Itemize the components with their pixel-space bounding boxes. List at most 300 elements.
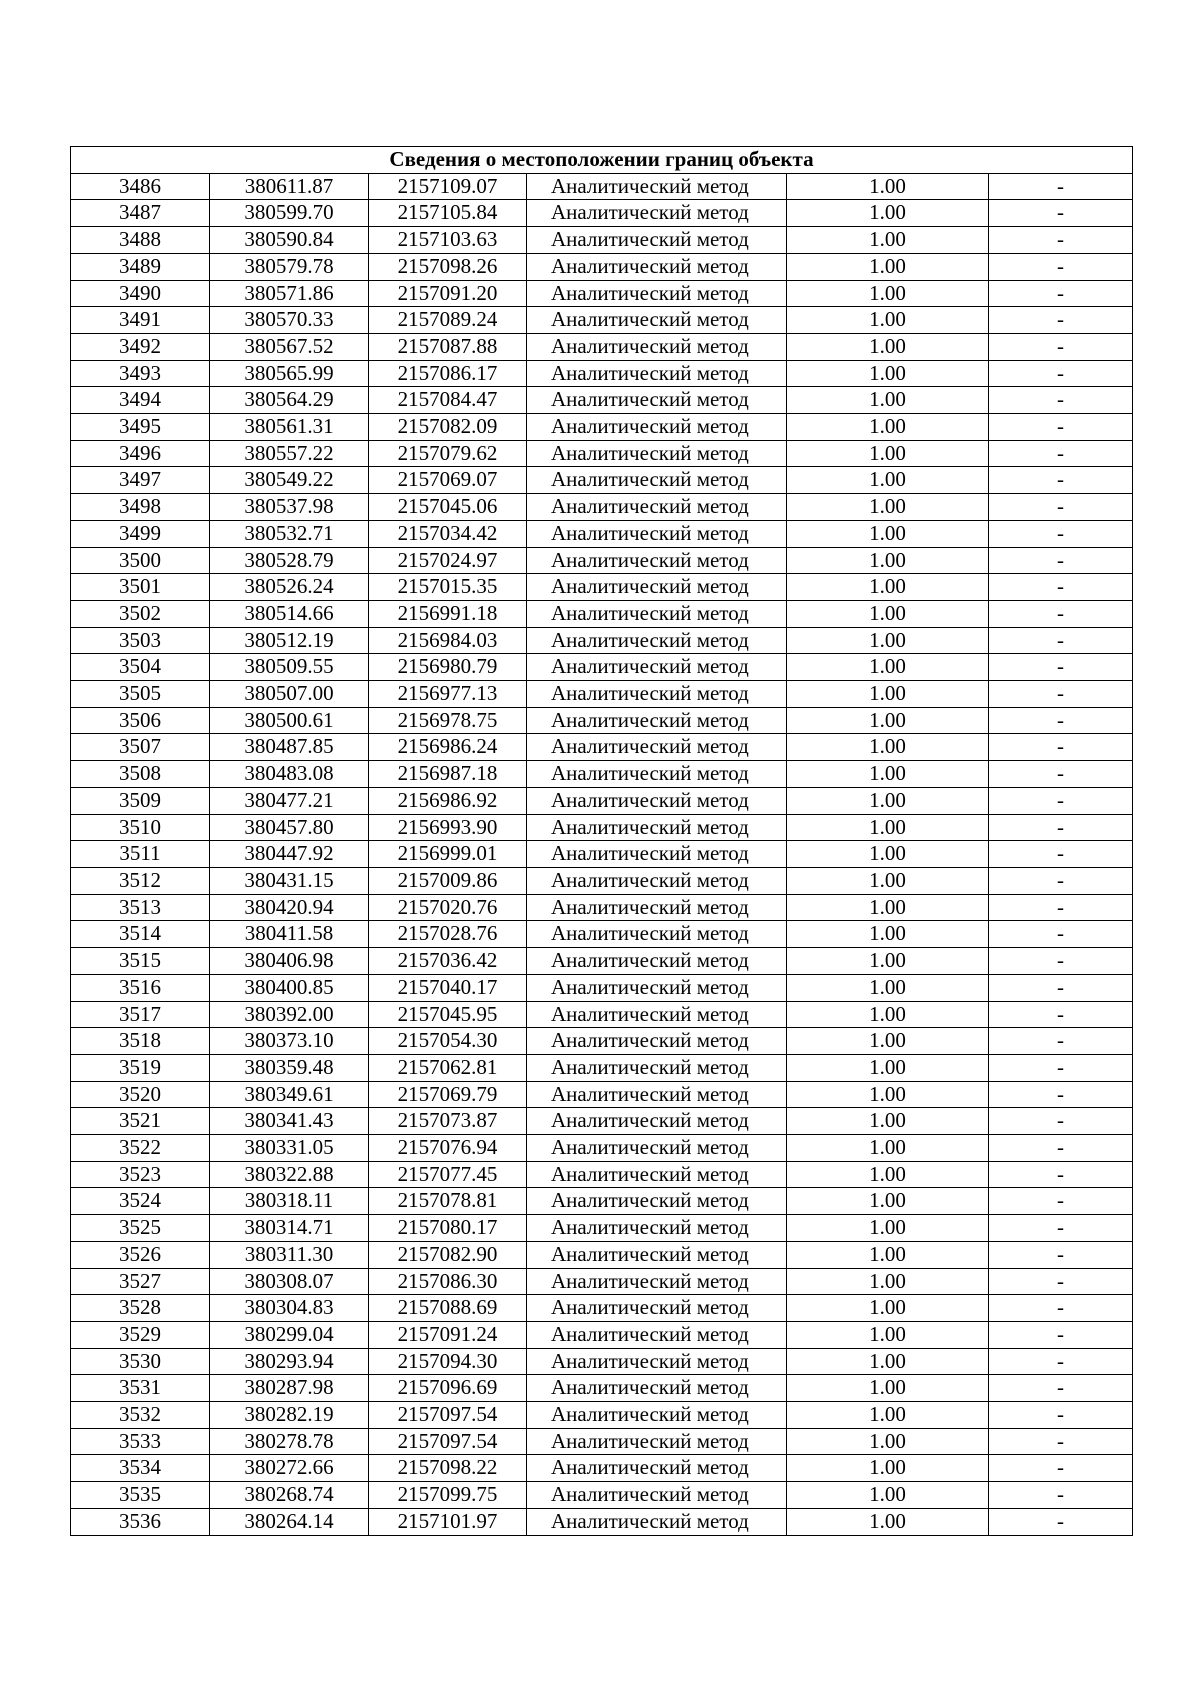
y-coordinate-cell: 2157096.69 — [369, 1375, 527, 1402]
description-cell: - — [989, 1375, 1133, 1402]
method-cell: Аналитический метод — [527, 440, 787, 467]
x-coordinate-cell: 380500.61 — [210, 707, 369, 734]
x-coordinate-cell: 380278.78 — [210, 1428, 369, 1455]
x-coordinate-cell: 380570.33 — [210, 307, 369, 334]
table-row — [71, 1375, 1133, 1402]
y-coordinate-cell: 2157054.30 — [369, 1028, 527, 1055]
table-row — [71, 1402, 1133, 1429]
y-coordinate-cell: 2157098.26 — [369, 253, 527, 280]
accuracy-cell: 1.00 — [787, 387, 989, 414]
y-coordinate-cell: 2157091.20 — [369, 280, 527, 307]
accuracy-cell: 1.00 — [787, 1028, 989, 1055]
method-cell: Аналитический метод — [527, 761, 787, 788]
accuracy-cell: 1.00 — [787, 1188, 989, 1215]
table-row — [71, 1108, 1133, 1135]
method-cell: Аналитический метод — [527, 494, 787, 521]
point-number-cell: 3507 — [71, 734, 210, 761]
table-row — [71, 921, 1133, 948]
table-row — [71, 280, 1133, 307]
x-coordinate-cell: 380549.22 — [210, 467, 369, 494]
method-cell: Аналитический метод — [527, 707, 787, 734]
method-cell: Аналитический метод — [527, 814, 787, 841]
point-number-cell: 3486 — [71, 173, 210, 200]
point-number-cell: 3498 — [71, 494, 210, 521]
point-number-cell: 3520 — [71, 1081, 210, 1108]
accuracy-cell: 1.00 — [787, 1081, 989, 1108]
table-row — [71, 1295, 1133, 1322]
accuracy-cell: 1.00 — [787, 600, 989, 627]
y-coordinate-cell: 2157086.17 — [369, 360, 527, 387]
table-row — [71, 787, 1133, 814]
description-cell: - — [989, 1508, 1133, 1535]
y-coordinate-cell: 2157020.76 — [369, 894, 527, 921]
description-cell: - — [989, 307, 1133, 334]
table-row — [71, 1268, 1133, 1295]
accuracy-cell: 1.00 — [787, 200, 989, 227]
accuracy-cell: 1.00 — [787, 1455, 989, 1482]
description-cell: - — [989, 654, 1133, 681]
description-cell: - — [989, 761, 1133, 788]
description-cell: - — [989, 1455, 1133, 1482]
y-coordinate-cell: 2157062.81 — [369, 1054, 527, 1081]
point-number-cell: 3533 — [71, 1428, 210, 1455]
x-coordinate-cell: 380537.98 — [210, 494, 369, 521]
table-row — [71, 867, 1133, 894]
x-coordinate-cell: 380392.00 — [210, 1001, 369, 1028]
table-row — [71, 974, 1133, 1001]
y-coordinate-cell: 2156984.03 — [369, 627, 527, 654]
accuracy-cell: 1.00 — [787, 547, 989, 574]
table-row — [71, 1241, 1133, 1268]
y-coordinate-cell: 2157079.62 — [369, 440, 527, 467]
table-row — [71, 1161, 1133, 1188]
point-number-cell: 3529 — [71, 1321, 210, 1348]
method-cell: Аналитический метод — [527, 520, 787, 547]
y-coordinate-cell: 2157097.54 — [369, 1428, 527, 1455]
y-coordinate-cell: 2156993.90 — [369, 814, 527, 841]
y-coordinate-cell: 2157076.94 — [369, 1135, 527, 1162]
accuracy-cell: 1.00 — [787, 1482, 989, 1509]
point-number-cell: 3534 — [71, 1455, 210, 1482]
point-number-cell: 3532 — [71, 1402, 210, 1429]
method-cell: Аналитический метод — [527, 894, 787, 921]
accuracy-cell: 1.00 — [787, 1428, 989, 1455]
x-coordinate-cell: 380373.10 — [210, 1028, 369, 1055]
accuracy-cell: 1.00 — [787, 173, 989, 200]
method-cell: Аналитический метод — [527, 1508, 787, 1535]
point-number-cell: 3517 — [71, 1001, 210, 1028]
description-cell: - — [989, 841, 1133, 868]
accuracy-cell: 1.00 — [787, 333, 989, 360]
point-number-cell: 3531 — [71, 1375, 210, 1402]
method-cell: Аналитический метод — [527, 1428, 787, 1455]
y-coordinate-cell: 2157087.88 — [369, 333, 527, 360]
accuracy-cell: 1.00 — [787, 707, 989, 734]
point-number-cell: 3504 — [71, 654, 210, 681]
table-row — [71, 253, 1133, 280]
accuracy-cell: 1.00 — [787, 227, 989, 254]
table-row — [71, 387, 1133, 414]
table-row — [71, 761, 1133, 788]
method-cell: Аналитический метод — [527, 333, 787, 360]
table-row — [71, 520, 1133, 547]
description-cell: - — [989, 1215, 1133, 1242]
table-row — [71, 734, 1133, 761]
method-cell: Аналитический метод — [527, 574, 787, 601]
point-number-cell: 3535 — [71, 1482, 210, 1509]
method-cell: Аналитический метод — [527, 600, 787, 627]
accuracy-cell: 1.00 — [787, 280, 989, 307]
point-number-cell: 3511 — [71, 841, 210, 868]
accuracy-cell: 1.00 — [787, 867, 989, 894]
point-number-cell: 3527 — [71, 1268, 210, 1295]
y-coordinate-cell: 2157045.06 — [369, 494, 527, 521]
x-coordinate-cell: 380304.83 — [210, 1295, 369, 1322]
accuracy-cell: 1.00 — [787, 1268, 989, 1295]
table-row — [71, 307, 1133, 334]
table-row — [71, 1054, 1133, 1081]
method-cell: Аналитический метод — [527, 280, 787, 307]
description-cell: - — [989, 734, 1133, 761]
method-cell: Аналитический метод — [527, 1108, 787, 1135]
description-cell: - — [989, 921, 1133, 948]
point-number-cell: 3508 — [71, 761, 210, 788]
accuracy-cell: 1.00 — [787, 253, 989, 280]
y-coordinate-cell: 2157073.87 — [369, 1108, 527, 1135]
y-coordinate-cell: 2157015.35 — [369, 574, 527, 601]
table-row — [71, 1508, 1133, 1535]
y-coordinate-cell: 2157034.42 — [369, 520, 527, 547]
x-coordinate-cell: 380509.55 — [210, 654, 369, 681]
accuracy-cell: 1.00 — [787, 1508, 989, 1535]
table-row — [71, 547, 1133, 574]
method-cell: Аналитический метод — [527, 1268, 787, 1295]
accuracy-cell: 1.00 — [787, 841, 989, 868]
table-row — [71, 1321, 1133, 1348]
table-row — [71, 707, 1133, 734]
y-coordinate-cell: 2156986.92 — [369, 787, 527, 814]
y-coordinate-cell: 2157091.24 — [369, 1321, 527, 1348]
description-cell: - — [989, 1188, 1133, 1215]
table-row — [71, 333, 1133, 360]
point-number-cell: 3494 — [71, 387, 210, 414]
point-number-cell: 3510 — [71, 814, 210, 841]
accuracy-cell: 1.00 — [787, 1348, 989, 1375]
accuracy-cell: 1.00 — [787, 1054, 989, 1081]
accuracy-cell: 1.00 — [787, 921, 989, 948]
accuracy-cell: 1.00 — [787, 787, 989, 814]
description-cell: - — [989, 494, 1133, 521]
x-coordinate-cell: 380579.78 — [210, 253, 369, 280]
method-cell: Аналитический метод — [527, 1375, 787, 1402]
accuracy-cell: 1.00 — [787, 1108, 989, 1135]
table-row — [71, 467, 1133, 494]
point-number-cell: 3526 — [71, 1241, 210, 1268]
description-cell: - — [989, 387, 1133, 414]
table-row — [71, 440, 1133, 467]
table-row — [71, 814, 1133, 841]
point-number-cell: 3509 — [71, 787, 210, 814]
description-cell: - — [989, 974, 1133, 1001]
table-row — [71, 200, 1133, 227]
method-cell: Аналитический метод — [527, 948, 787, 975]
method-cell: Аналитический метод — [527, 1295, 787, 1322]
y-coordinate-cell: 2156987.18 — [369, 761, 527, 788]
method-cell: Аналитический метод — [527, 627, 787, 654]
x-coordinate-cell: 380349.61 — [210, 1081, 369, 1108]
table-row — [71, 948, 1133, 975]
method-cell: Аналитический метод — [527, 1188, 787, 1215]
point-number-cell: 3514 — [71, 921, 210, 948]
accuracy-cell: 1.00 — [787, 467, 989, 494]
point-number-cell: 3489 — [71, 253, 210, 280]
point-number-cell: 3524 — [71, 1188, 210, 1215]
method-cell: Аналитический метод — [527, 734, 787, 761]
description-cell: - — [989, 467, 1133, 494]
description-cell: - — [989, 1161, 1133, 1188]
x-coordinate-cell: 380487.85 — [210, 734, 369, 761]
point-number-cell: 3521 — [71, 1108, 210, 1135]
description-cell: - — [989, 1402, 1133, 1429]
y-coordinate-cell: 2157082.09 — [369, 414, 527, 441]
table-row — [71, 654, 1133, 681]
point-number-cell: 3515 — [71, 948, 210, 975]
x-coordinate-cell: 380483.08 — [210, 761, 369, 788]
method-cell: Аналитический метод — [527, 867, 787, 894]
description-cell: - — [989, 1028, 1133, 1055]
y-coordinate-cell: 2157028.76 — [369, 921, 527, 948]
description-cell: - — [989, 627, 1133, 654]
method-cell: Аналитический метод — [527, 1054, 787, 1081]
method-cell: Аналитический метод — [527, 200, 787, 227]
y-coordinate-cell: 2157036.42 — [369, 948, 527, 975]
x-coordinate-cell: 380272.66 — [210, 1455, 369, 1482]
description-cell: - — [989, 1241, 1133, 1268]
method-cell: Аналитический метод — [527, 1001, 787, 1028]
table-row — [71, 1428, 1133, 1455]
method-cell: Аналитический метод — [527, 360, 787, 387]
y-coordinate-cell: 2157040.17 — [369, 974, 527, 1001]
method-cell: Аналитический метод — [527, 467, 787, 494]
x-coordinate-cell: 380561.31 — [210, 414, 369, 441]
description-cell: - — [989, 1428, 1133, 1455]
description-cell: - — [989, 1135, 1133, 1162]
table-title-row — [71, 147, 1133, 174]
point-number-cell: 3502 — [71, 600, 210, 627]
point-number-cell: 3490 — [71, 280, 210, 307]
description-cell: - — [989, 227, 1133, 254]
boundary-coordinates-table — [70, 146, 1133, 1536]
method-cell: Аналитический метод — [527, 1482, 787, 1509]
x-coordinate-cell: 380507.00 — [210, 681, 369, 708]
point-number-cell: 3497 — [71, 467, 210, 494]
x-coordinate-cell: 380565.99 — [210, 360, 369, 387]
table-row — [71, 681, 1133, 708]
y-coordinate-cell: 2156980.79 — [369, 654, 527, 681]
description-cell: - — [989, 1348, 1133, 1375]
point-number-cell: 3516 — [71, 974, 210, 1001]
point-number-cell: 3512 — [71, 867, 210, 894]
method-cell: Аналитический метод — [527, 921, 787, 948]
method-cell: Аналитический метод — [527, 227, 787, 254]
table-title: Сведения о местоположении границ объекта — [71, 147, 1133, 174]
table-row — [71, 574, 1133, 601]
x-coordinate-cell: 380311.30 — [210, 1241, 369, 1268]
table-row — [71, 1455, 1133, 1482]
point-number-cell: 3487 — [71, 200, 210, 227]
x-coordinate-cell: 380314.71 — [210, 1215, 369, 1242]
accuracy-cell: 1.00 — [787, 1295, 989, 1322]
x-coordinate-cell: 380477.21 — [210, 787, 369, 814]
method-cell: Аналитический метод — [527, 387, 787, 414]
table-row — [71, 414, 1133, 441]
description-cell: - — [989, 280, 1133, 307]
y-coordinate-cell: 2157089.24 — [369, 307, 527, 334]
y-coordinate-cell: 2157045.95 — [369, 1001, 527, 1028]
point-number-cell: 3493 — [71, 360, 210, 387]
x-coordinate-cell: 380268.74 — [210, 1482, 369, 1509]
description-cell: - — [989, 1482, 1133, 1509]
method-cell: Аналитический метод — [527, 1321, 787, 1348]
method-cell: Аналитический метод — [527, 841, 787, 868]
y-coordinate-cell: 2157078.81 — [369, 1188, 527, 1215]
x-coordinate-cell: 380512.19 — [210, 627, 369, 654]
y-coordinate-cell: 2156986.24 — [369, 734, 527, 761]
x-coordinate-cell: 380431.15 — [210, 867, 369, 894]
method-cell: Аналитический метод — [527, 1348, 787, 1375]
table-row — [71, 600, 1133, 627]
description-cell: - — [989, 1108, 1133, 1135]
description-cell: - — [989, 547, 1133, 574]
accuracy-cell: 1.00 — [787, 1321, 989, 1348]
point-number-cell: 3522 — [71, 1135, 210, 1162]
description-cell: - — [989, 253, 1133, 280]
y-coordinate-cell: 2157088.69 — [369, 1295, 527, 1322]
description-cell: - — [989, 440, 1133, 467]
description-cell: - — [989, 360, 1133, 387]
y-coordinate-cell: 2157099.75 — [369, 1482, 527, 1509]
description-cell: - — [989, 1268, 1133, 1295]
method-cell: Аналитический метод — [527, 1215, 787, 1242]
x-coordinate-cell: 380420.94 — [210, 894, 369, 921]
point-number-cell: 3499 — [71, 520, 210, 547]
description-cell: - — [989, 707, 1133, 734]
table-row — [71, 494, 1133, 521]
point-number-cell: 3491 — [71, 307, 210, 334]
point-number-cell: 3536 — [71, 1508, 210, 1535]
y-coordinate-cell: 2157069.07 — [369, 467, 527, 494]
accuracy-cell: 1.00 — [787, 440, 989, 467]
method-cell: Аналитический метод — [527, 787, 787, 814]
table-row — [71, 1348, 1133, 1375]
accuracy-cell: 1.00 — [787, 948, 989, 975]
method-cell: Аналитический метод — [527, 1028, 787, 1055]
point-number-cell: 3513 — [71, 894, 210, 921]
method-cell: Аналитический метод — [527, 654, 787, 681]
method-cell: Аналитический метод — [527, 1161, 787, 1188]
method-cell: Аналитический метод — [527, 307, 787, 334]
point-number-cell: 3495 — [71, 414, 210, 441]
accuracy-cell: 1.00 — [787, 627, 989, 654]
accuracy-cell: 1.00 — [787, 654, 989, 681]
description-cell: - — [989, 1054, 1133, 1081]
accuracy-cell: 1.00 — [787, 734, 989, 761]
x-coordinate-cell: 380318.11 — [210, 1188, 369, 1215]
description-cell: - — [989, 600, 1133, 627]
x-coordinate-cell: 380564.29 — [210, 387, 369, 414]
x-coordinate-cell: 380282.19 — [210, 1402, 369, 1429]
table-row — [71, 841, 1133, 868]
description-cell: - — [989, 948, 1133, 975]
x-coordinate-cell: 380514.66 — [210, 600, 369, 627]
point-number-cell: 3519 — [71, 1054, 210, 1081]
description-cell: - — [989, 681, 1133, 708]
accuracy-cell: 1.00 — [787, 761, 989, 788]
x-coordinate-cell: 380406.98 — [210, 948, 369, 975]
x-coordinate-cell: 380528.79 — [210, 547, 369, 574]
x-coordinate-cell: 380571.86 — [210, 280, 369, 307]
x-coordinate-cell: 380322.88 — [210, 1161, 369, 1188]
description-cell: - — [989, 1001, 1133, 1028]
x-coordinate-cell: 380567.52 — [210, 333, 369, 360]
y-coordinate-cell: 2157101.97 — [369, 1508, 527, 1535]
x-coordinate-cell: 380400.85 — [210, 974, 369, 1001]
point-number-cell: 3503 — [71, 627, 210, 654]
description-cell: - — [989, 414, 1133, 441]
accuracy-cell: 1.00 — [787, 1161, 989, 1188]
table-row — [71, 627, 1133, 654]
point-number-cell: 3496 — [71, 440, 210, 467]
y-coordinate-cell: 2157009.86 — [369, 867, 527, 894]
accuracy-cell: 1.00 — [787, 574, 989, 601]
y-coordinate-cell: 2157097.54 — [369, 1402, 527, 1429]
method-cell: Аналитический метод — [527, 547, 787, 574]
method-cell: Аналитический метод — [527, 1241, 787, 1268]
method-cell: Аналитический метод — [527, 414, 787, 441]
table-row — [71, 1188, 1133, 1215]
x-coordinate-cell: 380526.24 — [210, 574, 369, 601]
y-coordinate-cell: 2157103.63 — [369, 227, 527, 254]
point-number-cell: 3505 — [71, 681, 210, 708]
description-cell: - — [989, 1081, 1133, 1108]
method-cell: Аналитический метод — [527, 974, 787, 1001]
table-row — [71, 894, 1133, 921]
description-cell: - — [989, 1295, 1133, 1322]
accuracy-cell: 1.00 — [787, 1402, 989, 1429]
x-coordinate-cell: 380331.05 — [210, 1135, 369, 1162]
description-cell: - — [989, 173, 1133, 200]
x-coordinate-cell: 380293.94 — [210, 1348, 369, 1375]
point-number-cell: 3492 — [71, 333, 210, 360]
table-row — [71, 1081, 1133, 1108]
x-coordinate-cell: 380287.98 — [210, 1375, 369, 1402]
method-cell: Аналитический метод — [527, 173, 787, 200]
method-cell: Аналитический метод — [527, 1135, 787, 1162]
description-cell: - — [989, 894, 1133, 921]
y-coordinate-cell: 2157069.79 — [369, 1081, 527, 1108]
method-cell: Аналитический метод — [527, 681, 787, 708]
y-coordinate-cell: 2157098.22 — [369, 1455, 527, 1482]
y-coordinate-cell: 2156977.13 — [369, 681, 527, 708]
table-row — [71, 173, 1133, 200]
x-coordinate-cell: 380299.04 — [210, 1321, 369, 1348]
point-number-cell: 3500 — [71, 547, 210, 574]
point-number-cell: 3506 — [71, 707, 210, 734]
x-coordinate-cell: 380457.80 — [210, 814, 369, 841]
description-cell: - — [989, 814, 1133, 841]
description-cell: - — [989, 333, 1133, 360]
y-coordinate-cell: 2157109.07 — [369, 173, 527, 200]
